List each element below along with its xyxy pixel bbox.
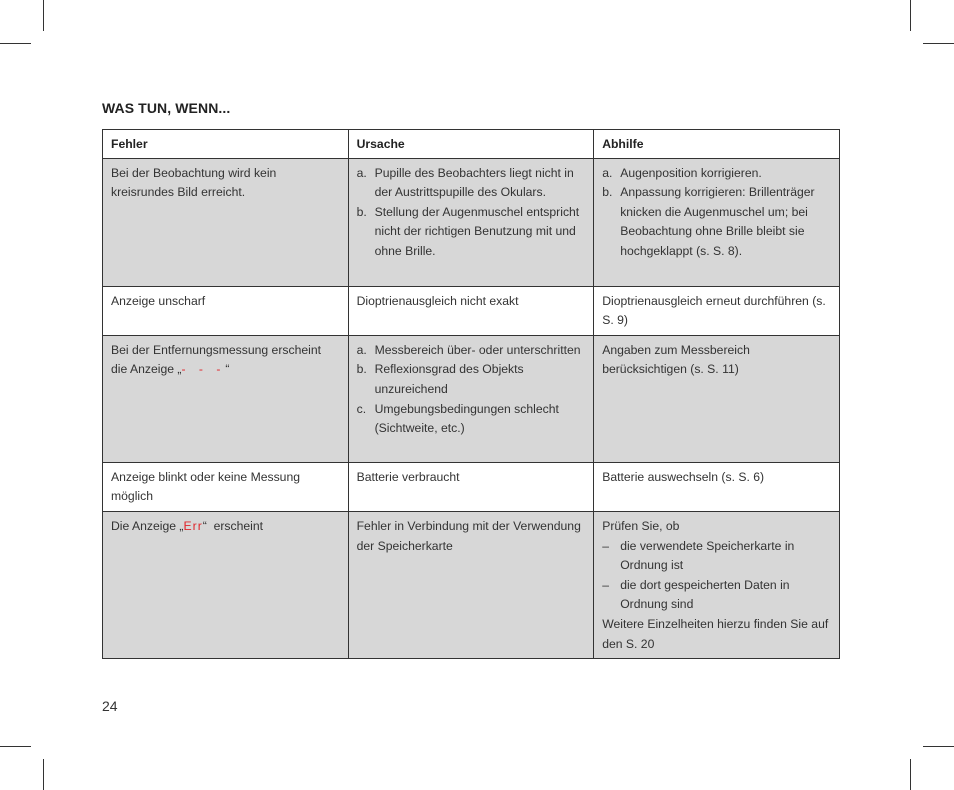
- list-item-text: die dort gespeicherten Daten in Ordnung sind: [620, 577, 790, 612]
- cell-fehler: [103, 335, 349, 462]
- cell-ursache: [348, 335, 594, 462]
- cell-abhilfe: Batterie auswechseln (s. S. 6): [594, 462, 840, 511]
- list-item: [357, 400, 586, 439]
- list-marker: –: [602, 538, 609, 553]
- table-row: [103, 158, 840, 286]
- cell-abhilfe: [594, 511, 840, 658]
- list-item-text: Stellung der Augenmuschel entspricht nicht der richtigen Benutzung mit und ohne Brille.: [374, 204, 580, 258]
- crop-mark: [0, 43, 31, 44]
- list-item-text: Anpassung korrigieren: Brillenträger knicken die Augenmuschel um; bei Beobachtung ohne Brille bleibt sie hochgeklappt (s. S. 8).: [620, 185, 815, 258]
- list-item: [357, 341, 586, 361]
- list-item: [602, 537, 831, 576]
- remedy-outro: Weitere Einzelheiten hierzu finden Sie auf den S. 20: [602, 616, 829, 651]
- crop-mark: [910, 0, 911, 31]
- cell-text: Die Anzeige „: [111, 518, 184, 533]
- page-heading: WAS TUN, WENN...: [102, 100, 231, 116]
- column-header-fehler: Fehler: [103, 130, 349, 159]
- list-item: [602, 164, 831, 184]
- display-readout: - - -: [181, 362, 226, 377]
- page-number: 24: [102, 698, 118, 714]
- crop-mark: [923, 43, 954, 44]
- troubleshooting-table: [102, 129, 840, 659]
- cell-ursache: [348, 158, 594, 286]
- cause-list: [357, 341, 586, 439]
- crop-mark: [0, 746, 31, 747]
- list-item-text: Reflexionsgrad des Objekts unzureichend: [374, 362, 524, 396]
- cell-abhilfe: Dioptrienausgleich erneut durchführen (s. S. 9): [594, 286, 840, 335]
- table-row: [103, 511, 840, 658]
- list-marker: a.: [356, 165, 367, 180]
- list-item: [602, 183, 831, 261]
- list-item: [357, 164, 586, 203]
- remedy-intro: Prüfen Sie, ob: [602, 518, 680, 533]
- crop-mark: [910, 759, 911, 790]
- cell-fehler: Anzeige unscharf: [103, 286, 349, 335]
- list-item-text: Umgebungsbedingungen schlecht (Sichtweite, etc.): [374, 401, 559, 436]
- list-item-text: Augenposition korrigieren.: [620, 165, 762, 180]
- table-header-row: [103, 130, 840, 159]
- list-marker: c.: [356, 401, 367, 416]
- list-item: [357, 360, 586, 399]
- cell-ursache: Fehler in Verbindung mit der Verwendung der Speicherkarte: [348, 511, 594, 658]
- list-item-text: die verwendete Speicherkarte in Ordnung ist: [620, 538, 795, 573]
- crop-mark: [923, 746, 954, 747]
- cell-fehler: Anzeige blinkt oder keine Messung möglich: [103, 462, 349, 511]
- cell-ursache: Batterie verbraucht: [348, 462, 594, 511]
- display-readout: Err: [183, 518, 203, 533]
- cell-fehler: Bei der Beobachtung wird kein kreisrundes Bild erreicht.: [103, 158, 349, 286]
- table-row: [103, 462, 840, 511]
- cell-text: “ erscheint: [202, 518, 264, 533]
- column-header-ursache: Ursache: [348, 130, 594, 159]
- crop-mark: [43, 0, 44, 31]
- table-row: [103, 335, 840, 462]
- cell-fehler: [103, 511, 349, 658]
- crop-mark: [43, 759, 44, 790]
- cell-abhilfe: Angaben zum Messbereich berücksichtigen (s. S. 11): [594, 335, 840, 462]
- cell-text: Bei der Entfernungsmessung erscheint die Anzeige „: [111, 342, 322, 377]
- list-marker: a.: [356, 342, 367, 357]
- cause-list: [357, 164, 586, 262]
- list-marker: b.: [602, 185, 613, 200]
- cell-ursache: Dioptrienausgleich nicht exakt: [348, 286, 594, 335]
- list-item: [357, 203, 586, 262]
- list-item-text: Pupille des Beobachters liegt nicht in der Austrittspupille des Okulars.: [374, 165, 574, 200]
- remedy-list: [602, 537, 831, 615]
- column-header-abhilfe: Abhilfe: [594, 130, 840, 159]
- list-item: [602, 576, 831, 615]
- table-row: [103, 286, 840, 335]
- cell-abhilfe: [594, 158, 840, 286]
- list-marker: –: [602, 577, 609, 592]
- list-marker: b.: [356, 362, 367, 377]
- list-marker: a.: [602, 165, 613, 180]
- list-item-text: Messbereich über- oder unterschritten: [374, 342, 581, 357]
- list-marker: b.: [356, 204, 367, 219]
- remedy-list: [602, 164, 831, 262]
- cell-text: “: [225, 362, 230, 377]
